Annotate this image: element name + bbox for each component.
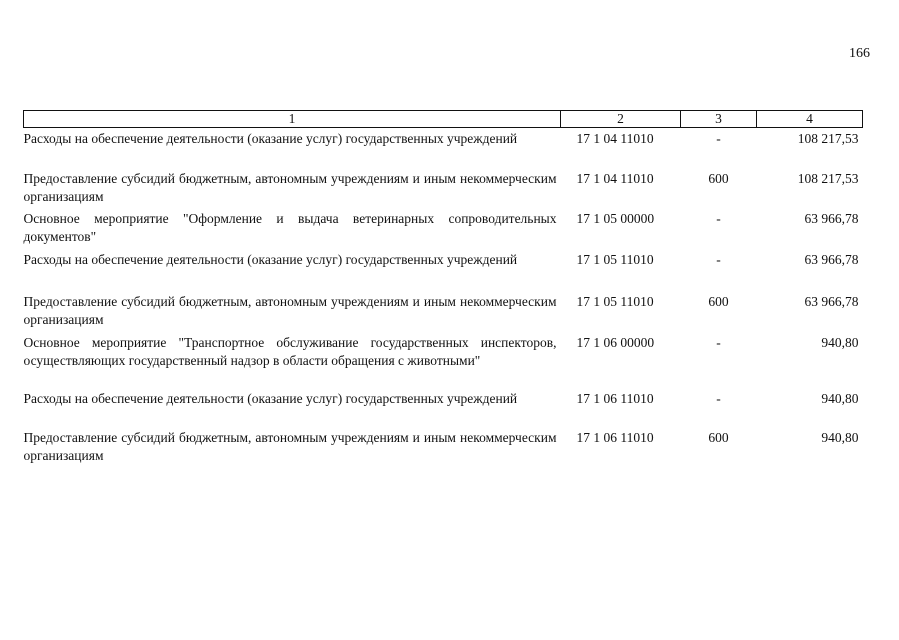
row-description: Расходы на обеспечение деятельности (оказание услуг) государственных учреждений [23,252,518,267]
table-body [24,128,863,470]
row-amount: 940,80 [821,335,859,350]
row-amount: 940,80 [821,430,859,445]
table-row [24,170,863,210]
row-code: 17 1 06 11010 [576,430,654,445]
row-amount: 108 217,53 [797,131,859,146]
row-code: 17 1 06 00000 [576,335,655,350]
row-amount: 108 217,53 [797,171,859,186]
table-row [24,251,863,293]
table-row [24,429,863,469]
row-description: Предоставление субсидий бюджетным, автономным учреждениям и иным некоммерческим организациям [23,171,557,204]
row-code: 17 1 05 11010 [576,252,654,267]
row-type: - [716,211,721,226]
row-type: - [716,131,721,146]
table-row [24,128,863,171]
header-row [24,111,863,128]
row-amount: 63 966,78 [804,252,859,267]
row-description: Предоставление субсидий бюджетным, автономным учреждениям и иным некоммерческим организациям [23,294,557,327]
budget-table [23,110,863,469]
row-description: Предоставление субсидий бюджетным, автономным учреждениям и иным некоммерческим организациям [23,430,557,463]
page-number: 166 [849,46,870,61]
row-description: Расходы на обеспечение деятельности (оказание услуг) государственных учреждений [23,131,518,146]
table-row [24,390,863,429]
header-col-1: 1 [24,111,561,128]
table-header [24,111,863,128]
row-code: 17 1 05 00000 [576,211,655,226]
row-code: 17 1 06 11010 [576,391,654,406]
row-description: Основное мероприятие "Оформление и выдача ветеринарных сопроводительных документов" [23,211,557,244]
header-col-2: 2 [561,111,681,128]
header-col-3: 3 [681,111,757,128]
row-description: Основное мероприятие "Транспортное обслуживание государственных инспекторов, осуществляющих государственный надзор в области обращения с животными" [23,335,557,368]
row-description: Расходы на обеспечение деятельности (оказание услуг) государственных учреждений [23,391,518,406]
row-code: 17 1 04 11010 [576,131,654,146]
row-amount: 63 966,78 [804,211,859,226]
row-code: 17 1 04 11010 [576,171,654,186]
row-amount: 940,80 [821,391,859,406]
table-row [24,334,863,390]
row-code: 17 1 05 11010 [576,294,654,309]
row-type: - [716,335,721,350]
row-type: - [716,391,721,406]
row-type: 600 [708,294,729,309]
row-amount: 63 966,78 [804,294,859,309]
row-type: 600 [708,430,729,445]
row-type: 600 [708,171,729,186]
table-row [24,293,863,334]
row-type: - [716,252,721,267]
table-row [24,210,863,251]
header-col-4: 4 [757,111,863,128]
